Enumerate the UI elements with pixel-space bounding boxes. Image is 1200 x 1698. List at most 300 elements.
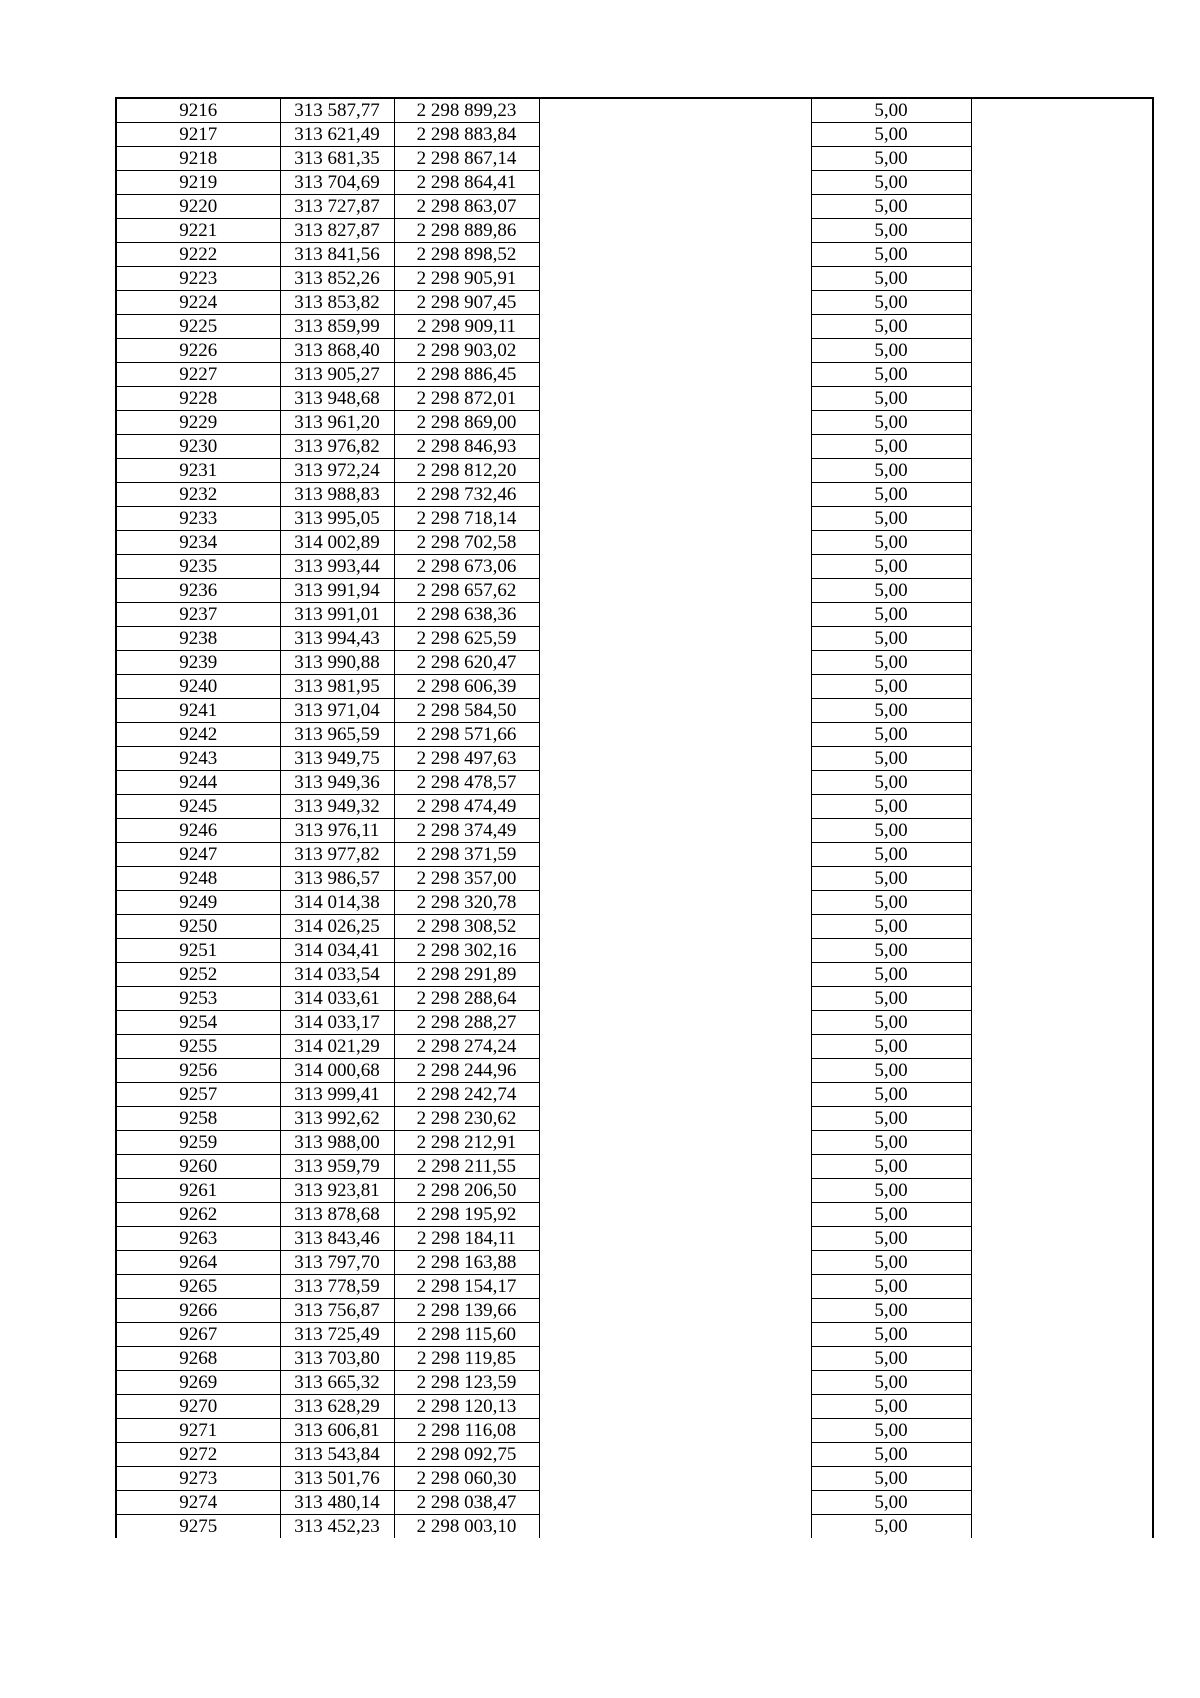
empty-cell xyxy=(539,843,811,867)
empty-cell xyxy=(971,891,1153,915)
empty-cell xyxy=(539,483,811,507)
empty-cell xyxy=(971,1179,1153,1203)
empty-cell xyxy=(539,1059,811,1083)
point-number-cell: 9273 xyxy=(116,1467,280,1491)
empty-cell xyxy=(971,651,1153,675)
point-number-cell: 9226 xyxy=(116,339,280,363)
empty-cell xyxy=(539,867,811,891)
value-cell: 5,00 xyxy=(811,723,971,747)
x-coordinate-cell: 313 853,82 xyxy=(280,291,394,315)
x-coordinate-cell: 313 971,04 xyxy=(280,699,394,723)
empty-cell xyxy=(971,195,1153,219)
y-coordinate-cell: 2 298 003,10 xyxy=(394,1515,539,1539)
x-coordinate-cell: 313 665,32 xyxy=(280,1371,394,1395)
table-row xyxy=(116,1323,1153,1347)
x-coordinate-cell: 313 999,41 xyxy=(280,1083,394,1107)
empty-cell xyxy=(971,507,1153,531)
table-row xyxy=(116,1467,1153,1491)
table-row xyxy=(116,363,1153,387)
value-cell: 5,00 xyxy=(811,987,971,1011)
point-number-cell: 9261 xyxy=(116,1179,280,1203)
table-row xyxy=(116,1083,1153,1107)
table-row xyxy=(116,1035,1153,1059)
empty-cell xyxy=(539,579,811,603)
value-cell: 5,00 xyxy=(811,1035,971,1059)
y-coordinate-cell: 2 298 883,84 xyxy=(394,123,539,147)
value-cell: 5,00 xyxy=(811,1275,971,1299)
empty-cell xyxy=(539,339,811,363)
table-row xyxy=(116,771,1153,795)
point-number-cell: 9252 xyxy=(116,963,280,987)
point-number-cell: 9220 xyxy=(116,195,280,219)
empty-cell xyxy=(971,603,1153,627)
empty-cell xyxy=(971,1155,1153,1179)
table-row xyxy=(116,1443,1153,1467)
table-row xyxy=(116,1131,1153,1155)
point-number-cell: 9269 xyxy=(116,1371,280,1395)
empty-cell xyxy=(539,1179,811,1203)
value-cell: 5,00 xyxy=(811,675,971,699)
point-number-cell: 9247 xyxy=(116,843,280,867)
empty-cell xyxy=(971,555,1153,579)
y-coordinate-cell: 2 298 288,27 xyxy=(394,1011,539,1035)
point-number-cell: 9275 xyxy=(116,1515,280,1539)
value-cell: 5,00 xyxy=(811,531,971,555)
empty-cell xyxy=(971,1491,1153,1515)
value-cell: 5,00 xyxy=(811,267,971,291)
empty-cell xyxy=(971,339,1153,363)
table-row xyxy=(116,291,1153,315)
point-number-cell: 9260 xyxy=(116,1155,280,1179)
empty-cell xyxy=(539,531,811,555)
y-coordinate-cell: 2 298 497,63 xyxy=(394,747,539,771)
table-row xyxy=(116,579,1153,603)
x-coordinate-cell: 313 797,70 xyxy=(280,1251,394,1275)
empty-cell xyxy=(539,1155,811,1179)
point-number-cell: 9233 xyxy=(116,507,280,531)
empty-cell xyxy=(539,675,811,699)
table-row xyxy=(116,1251,1153,1275)
point-number-cell: 9241 xyxy=(116,699,280,723)
y-coordinate-cell: 2 298 718,14 xyxy=(394,507,539,531)
value-cell: 5,00 xyxy=(811,699,971,723)
empty-cell xyxy=(539,243,811,267)
x-coordinate-cell: 313 988,83 xyxy=(280,483,394,507)
point-number-cell: 9234 xyxy=(116,531,280,555)
empty-cell xyxy=(971,579,1153,603)
table-row xyxy=(116,1371,1153,1395)
point-number-cell: 9229 xyxy=(116,411,280,435)
empty-cell xyxy=(971,435,1153,459)
point-number-cell: 9254 xyxy=(116,1011,280,1035)
table-row xyxy=(116,1515,1153,1539)
table-row xyxy=(116,219,1153,243)
empty-cell xyxy=(539,819,811,843)
empty-cell xyxy=(539,1371,811,1395)
point-number-cell: 9230 xyxy=(116,435,280,459)
empty-cell xyxy=(971,243,1153,267)
empty-cell xyxy=(539,291,811,315)
empty-cell xyxy=(539,1227,811,1251)
empty-cell xyxy=(539,171,811,195)
table-row xyxy=(116,1059,1153,1083)
empty-cell xyxy=(539,627,811,651)
x-coordinate-cell: 313 961,20 xyxy=(280,411,394,435)
y-coordinate-cell: 2 298 371,59 xyxy=(394,843,539,867)
value-cell: 5,00 xyxy=(811,651,971,675)
empty-cell xyxy=(539,1251,811,1275)
x-coordinate-cell: 313 959,79 xyxy=(280,1155,394,1179)
point-number-cell: 9256 xyxy=(116,1059,280,1083)
table-row xyxy=(116,963,1153,987)
table-row xyxy=(116,98,1153,123)
value-cell: 5,00 xyxy=(811,867,971,891)
value-cell: 5,00 xyxy=(811,1371,971,1395)
table-row xyxy=(116,675,1153,699)
y-coordinate-cell: 2 298 846,93 xyxy=(394,435,539,459)
point-number-cell: 9263 xyxy=(116,1227,280,1251)
empty-cell xyxy=(971,963,1153,987)
empty-cell xyxy=(539,1395,811,1419)
y-coordinate-cell: 2 298 244,96 xyxy=(394,1059,539,1083)
table-row xyxy=(116,555,1153,579)
empty-cell xyxy=(971,1275,1153,1299)
empty-cell xyxy=(971,1059,1153,1083)
empty-cell xyxy=(539,1347,811,1371)
x-coordinate-cell: 313 991,01 xyxy=(280,603,394,627)
table-row xyxy=(116,819,1153,843)
x-coordinate-cell: 313 681,35 xyxy=(280,147,394,171)
x-coordinate-cell: 314 033,17 xyxy=(280,1011,394,1035)
empty-cell xyxy=(539,1491,811,1515)
value-cell: 5,00 xyxy=(811,1083,971,1107)
table-row xyxy=(116,987,1153,1011)
x-coordinate-cell: 313 704,69 xyxy=(280,171,394,195)
empty-cell xyxy=(971,267,1153,291)
table-row xyxy=(116,603,1153,627)
empty-cell xyxy=(539,411,811,435)
empty-cell xyxy=(971,1323,1153,1347)
empty-cell xyxy=(539,939,811,963)
empty-cell xyxy=(971,387,1153,411)
y-coordinate-cell: 2 298 638,36 xyxy=(394,603,539,627)
x-coordinate-cell: 313 949,75 xyxy=(280,747,394,771)
empty-cell xyxy=(539,98,811,123)
x-coordinate-cell: 314 021,29 xyxy=(280,1035,394,1059)
x-coordinate-cell: 314 026,25 xyxy=(280,915,394,939)
empty-cell xyxy=(971,171,1153,195)
empty-cell xyxy=(971,675,1153,699)
x-coordinate-cell: 314 033,54 xyxy=(280,963,394,987)
x-coordinate-cell: 314 014,38 xyxy=(280,891,394,915)
empty-cell xyxy=(971,1515,1153,1539)
value-cell: 5,00 xyxy=(811,459,971,483)
x-coordinate-cell: 313 621,49 xyxy=(280,123,394,147)
y-coordinate-cell: 2 298 163,88 xyxy=(394,1251,539,1275)
value-cell: 5,00 xyxy=(811,1251,971,1275)
value-cell: 5,00 xyxy=(811,939,971,963)
y-coordinate-cell: 2 298 898,52 xyxy=(394,243,539,267)
x-coordinate-cell: 313 995,05 xyxy=(280,507,394,531)
table-row xyxy=(116,171,1153,195)
empty-cell xyxy=(539,1011,811,1035)
table-row xyxy=(116,747,1153,771)
point-number-cell: 9248 xyxy=(116,867,280,891)
empty-cell xyxy=(539,1467,811,1491)
point-number-cell: 9246 xyxy=(116,819,280,843)
empty-cell xyxy=(539,795,811,819)
coordinate-table xyxy=(115,97,1154,1538)
empty-cell xyxy=(539,363,811,387)
value-cell: 5,00 xyxy=(811,147,971,171)
point-number-cell: 9225 xyxy=(116,315,280,339)
value-cell: 5,00 xyxy=(811,1227,971,1251)
point-number-cell: 9272 xyxy=(116,1443,280,1467)
table-row xyxy=(116,1155,1153,1179)
empty-cell xyxy=(539,1107,811,1131)
table-row xyxy=(116,795,1153,819)
empty-cell xyxy=(971,147,1153,171)
empty-cell xyxy=(971,531,1153,555)
empty-cell xyxy=(539,219,811,243)
y-coordinate-cell: 2 298 869,00 xyxy=(394,411,539,435)
empty-cell xyxy=(971,1467,1153,1491)
value-cell: 5,00 xyxy=(811,339,971,363)
value-cell: 5,00 xyxy=(811,411,971,435)
x-coordinate-cell: 313 972,24 xyxy=(280,459,394,483)
table-row xyxy=(116,315,1153,339)
table-row xyxy=(116,1419,1153,1443)
empty-cell xyxy=(971,843,1153,867)
y-coordinate-cell: 2 298 139,66 xyxy=(394,1299,539,1323)
x-coordinate-cell: 313 991,94 xyxy=(280,579,394,603)
y-coordinate-cell: 2 298 872,01 xyxy=(394,387,539,411)
empty-cell xyxy=(539,507,811,531)
value-cell: 5,00 xyxy=(811,1107,971,1131)
x-coordinate-cell: 313 868,40 xyxy=(280,339,394,363)
x-coordinate-cell: 314 033,61 xyxy=(280,987,394,1011)
empty-cell xyxy=(539,387,811,411)
x-coordinate-cell: 313 994,43 xyxy=(280,627,394,651)
y-coordinate-cell: 2 298 606,39 xyxy=(394,675,539,699)
point-number-cell: 9250 xyxy=(116,915,280,939)
point-number-cell: 9222 xyxy=(116,243,280,267)
value-cell: 5,00 xyxy=(811,603,971,627)
y-coordinate-cell: 2 298 120,13 xyxy=(394,1395,539,1419)
point-number-cell: 9228 xyxy=(116,387,280,411)
x-coordinate-cell: 313 976,11 xyxy=(280,819,394,843)
value-cell: 5,00 xyxy=(811,1203,971,1227)
x-coordinate-cell: 313 606,81 xyxy=(280,1419,394,1443)
empty-cell xyxy=(539,723,811,747)
point-number-cell: 9265 xyxy=(116,1275,280,1299)
y-coordinate-cell: 2 298 657,62 xyxy=(394,579,539,603)
x-coordinate-cell: 313 923,81 xyxy=(280,1179,394,1203)
empty-cell xyxy=(971,1011,1153,1035)
x-coordinate-cell: 313 949,36 xyxy=(280,771,394,795)
table-row xyxy=(116,1107,1153,1131)
value-cell: 5,00 xyxy=(811,1395,971,1419)
empty-cell xyxy=(539,1443,811,1467)
value-cell: 5,00 xyxy=(811,1443,971,1467)
table-row xyxy=(116,699,1153,723)
empty-cell xyxy=(539,915,811,939)
point-number-cell: 9218 xyxy=(116,147,280,171)
x-coordinate-cell: 314 034,41 xyxy=(280,939,394,963)
point-number-cell: 9268 xyxy=(116,1347,280,1371)
value-cell: 5,00 xyxy=(811,771,971,795)
x-coordinate-cell: 313 628,29 xyxy=(280,1395,394,1419)
table-row xyxy=(116,459,1153,483)
y-coordinate-cell: 2 298 907,45 xyxy=(394,291,539,315)
empty-cell xyxy=(539,699,811,723)
point-number-cell: 9271 xyxy=(116,1419,280,1443)
table-row xyxy=(116,387,1153,411)
x-coordinate-cell: 314 002,89 xyxy=(280,531,394,555)
y-coordinate-cell: 2 298 123,59 xyxy=(394,1371,539,1395)
empty-cell xyxy=(971,123,1153,147)
point-number-cell: 9231 xyxy=(116,459,280,483)
empty-cell xyxy=(539,891,811,915)
value-cell: 5,00 xyxy=(811,1179,971,1203)
empty-cell xyxy=(539,1275,811,1299)
x-coordinate-cell: 313 543,84 xyxy=(280,1443,394,1467)
y-coordinate-cell: 2 298 302,16 xyxy=(394,939,539,963)
y-coordinate-cell: 2 298 119,85 xyxy=(394,1347,539,1371)
empty-cell xyxy=(539,771,811,795)
y-coordinate-cell: 2 298 886,45 xyxy=(394,363,539,387)
y-coordinate-cell: 2 298 038,47 xyxy=(394,1491,539,1515)
y-coordinate-cell: 2 298 867,14 xyxy=(394,147,539,171)
empty-cell xyxy=(539,195,811,219)
x-coordinate-cell: 313 827,87 xyxy=(280,219,394,243)
x-coordinate-cell: 313 993,44 xyxy=(280,555,394,579)
empty-cell xyxy=(971,1227,1153,1251)
table-row xyxy=(116,531,1153,555)
point-number-cell: 9219 xyxy=(116,171,280,195)
empty-cell xyxy=(971,483,1153,507)
y-coordinate-cell: 2 298 625,59 xyxy=(394,627,539,651)
empty-cell xyxy=(971,1443,1153,1467)
value-cell: 5,00 xyxy=(811,747,971,771)
table-row xyxy=(116,651,1153,675)
x-coordinate-cell: 313 990,88 xyxy=(280,651,394,675)
table-row xyxy=(116,339,1153,363)
value-cell: 5,00 xyxy=(811,507,971,531)
point-number-cell: 9232 xyxy=(116,483,280,507)
y-coordinate-cell: 2 298 357,00 xyxy=(394,867,539,891)
point-number-cell: 9249 xyxy=(116,891,280,915)
y-coordinate-cell: 2 298 154,17 xyxy=(394,1275,539,1299)
value-cell: 5,00 xyxy=(811,171,971,195)
y-coordinate-cell: 2 298 230,62 xyxy=(394,1107,539,1131)
point-number-cell: 9259 xyxy=(116,1131,280,1155)
x-coordinate-cell: 313 986,57 xyxy=(280,867,394,891)
empty-cell xyxy=(971,1035,1153,1059)
y-coordinate-cell: 2 298 812,20 xyxy=(394,459,539,483)
point-number-cell: 9240 xyxy=(116,675,280,699)
y-coordinate-cell: 2 298 212,91 xyxy=(394,1131,539,1155)
table-row xyxy=(116,1179,1153,1203)
value-cell: 5,00 xyxy=(811,1131,971,1155)
empty-cell xyxy=(971,1419,1153,1443)
coordinate-table-body xyxy=(116,98,1153,1538)
table-row xyxy=(116,123,1153,147)
empty-cell xyxy=(539,555,811,579)
empty-cell xyxy=(971,771,1153,795)
point-number-cell: 9216 xyxy=(116,98,280,123)
x-coordinate-cell: 313 965,59 xyxy=(280,723,394,747)
empty-cell xyxy=(539,1131,811,1155)
value-cell: 5,00 xyxy=(811,1347,971,1371)
x-coordinate-cell: 313 992,62 xyxy=(280,1107,394,1131)
x-coordinate-cell: 313 976,82 xyxy=(280,435,394,459)
point-number-cell: 9270 xyxy=(116,1395,280,1419)
empty-cell xyxy=(971,915,1153,939)
table-row xyxy=(116,1227,1153,1251)
point-number-cell: 9217 xyxy=(116,123,280,147)
x-coordinate-cell: 313 725,49 xyxy=(280,1323,394,1347)
x-coordinate-cell: 313 480,14 xyxy=(280,1491,394,1515)
empty-cell xyxy=(539,267,811,291)
value-cell: 5,00 xyxy=(811,315,971,339)
value-cell: 5,00 xyxy=(811,363,971,387)
x-coordinate-cell: 313 949,32 xyxy=(280,795,394,819)
point-number-cell: 9236 xyxy=(116,579,280,603)
x-coordinate-cell: 313 501,76 xyxy=(280,1467,394,1491)
empty-cell xyxy=(539,1299,811,1323)
point-number-cell: 9262 xyxy=(116,1203,280,1227)
y-coordinate-cell: 2 298 115,60 xyxy=(394,1323,539,1347)
point-number-cell: 9243 xyxy=(116,747,280,771)
table-row xyxy=(116,1395,1153,1419)
y-coordinate-cell: 2 298 474,49 xyxy=(394,795,539,819)
y-coordinate-cell: 2 298 206,50 xyxy=(394,1179,539,1203)
y-coordinate-cell: 2 298 478,57 xyxy=(394,771,539,795)
empty-cell xyxy=(971,363,1153,387)
value-cell: 5,00 xyxy=(811,483,971,507)
empty-cell xyxy=(971,1083,1153,1107)
y-coordinate-cell: 2 298 211,55 xyxy=(394,1155,539,1179)
empty-cell xyxy=(971,987,1153,1011)
empty-cell xyxy=(539,459,811,483)
table-row xyxy=(116,867,1153,891)
y-coordinate-cell: 2 298 374,49 xyxy=(394,819,539,843)
table-row xyxy=(116,627,1153,651)
value-cell: 5,00 xyxy=(811,243,971,267)
point-number-cell: 9267 xyxy=(116,1323,280,1347)
value-cell: 5,00 xyxy=(811,123,971,147)
point-number-cell: 9239 xyxy=(116,651,280,675)
empty-cell xyxy=(971,867,1153,891)
x-coordinate-cell: 313 727,87 xyxy=(280,195,394,219)
point-number-cell: 9257 xyxy=(116,1083,280,1107)
table-row xyxy=(116,1203,1153,1227)
empty-cell xyxy=(539,963,811,987)
point-number-cell: 9255 xyxy=(116,1035,280,1059)
value-cell: 5,00 xyxy=(811,627,971,651)
value-cell: 5,00 xyxy=(811,1059,971,1083)
value-cell: 5,00 xyxy=(811,1011,971,1035)
empty-cell xyxy=(539,1323,811,1347)
table-row xyxy=(116,147,1153,171)
x-coordinate-cell: 313 852,26 xyxy=(280,267,394,291)
value-cell: 5,00 xyxy=(811,579,971,603)
point-number-cell: 9224 xyxy=(116,291,280,315)
empty-cell xyxy=(539,1515,811,1539)
table-row xyxy=(116,195,1153,219)
value-cell: 5,00 xyxy=(811,435,971,459)
